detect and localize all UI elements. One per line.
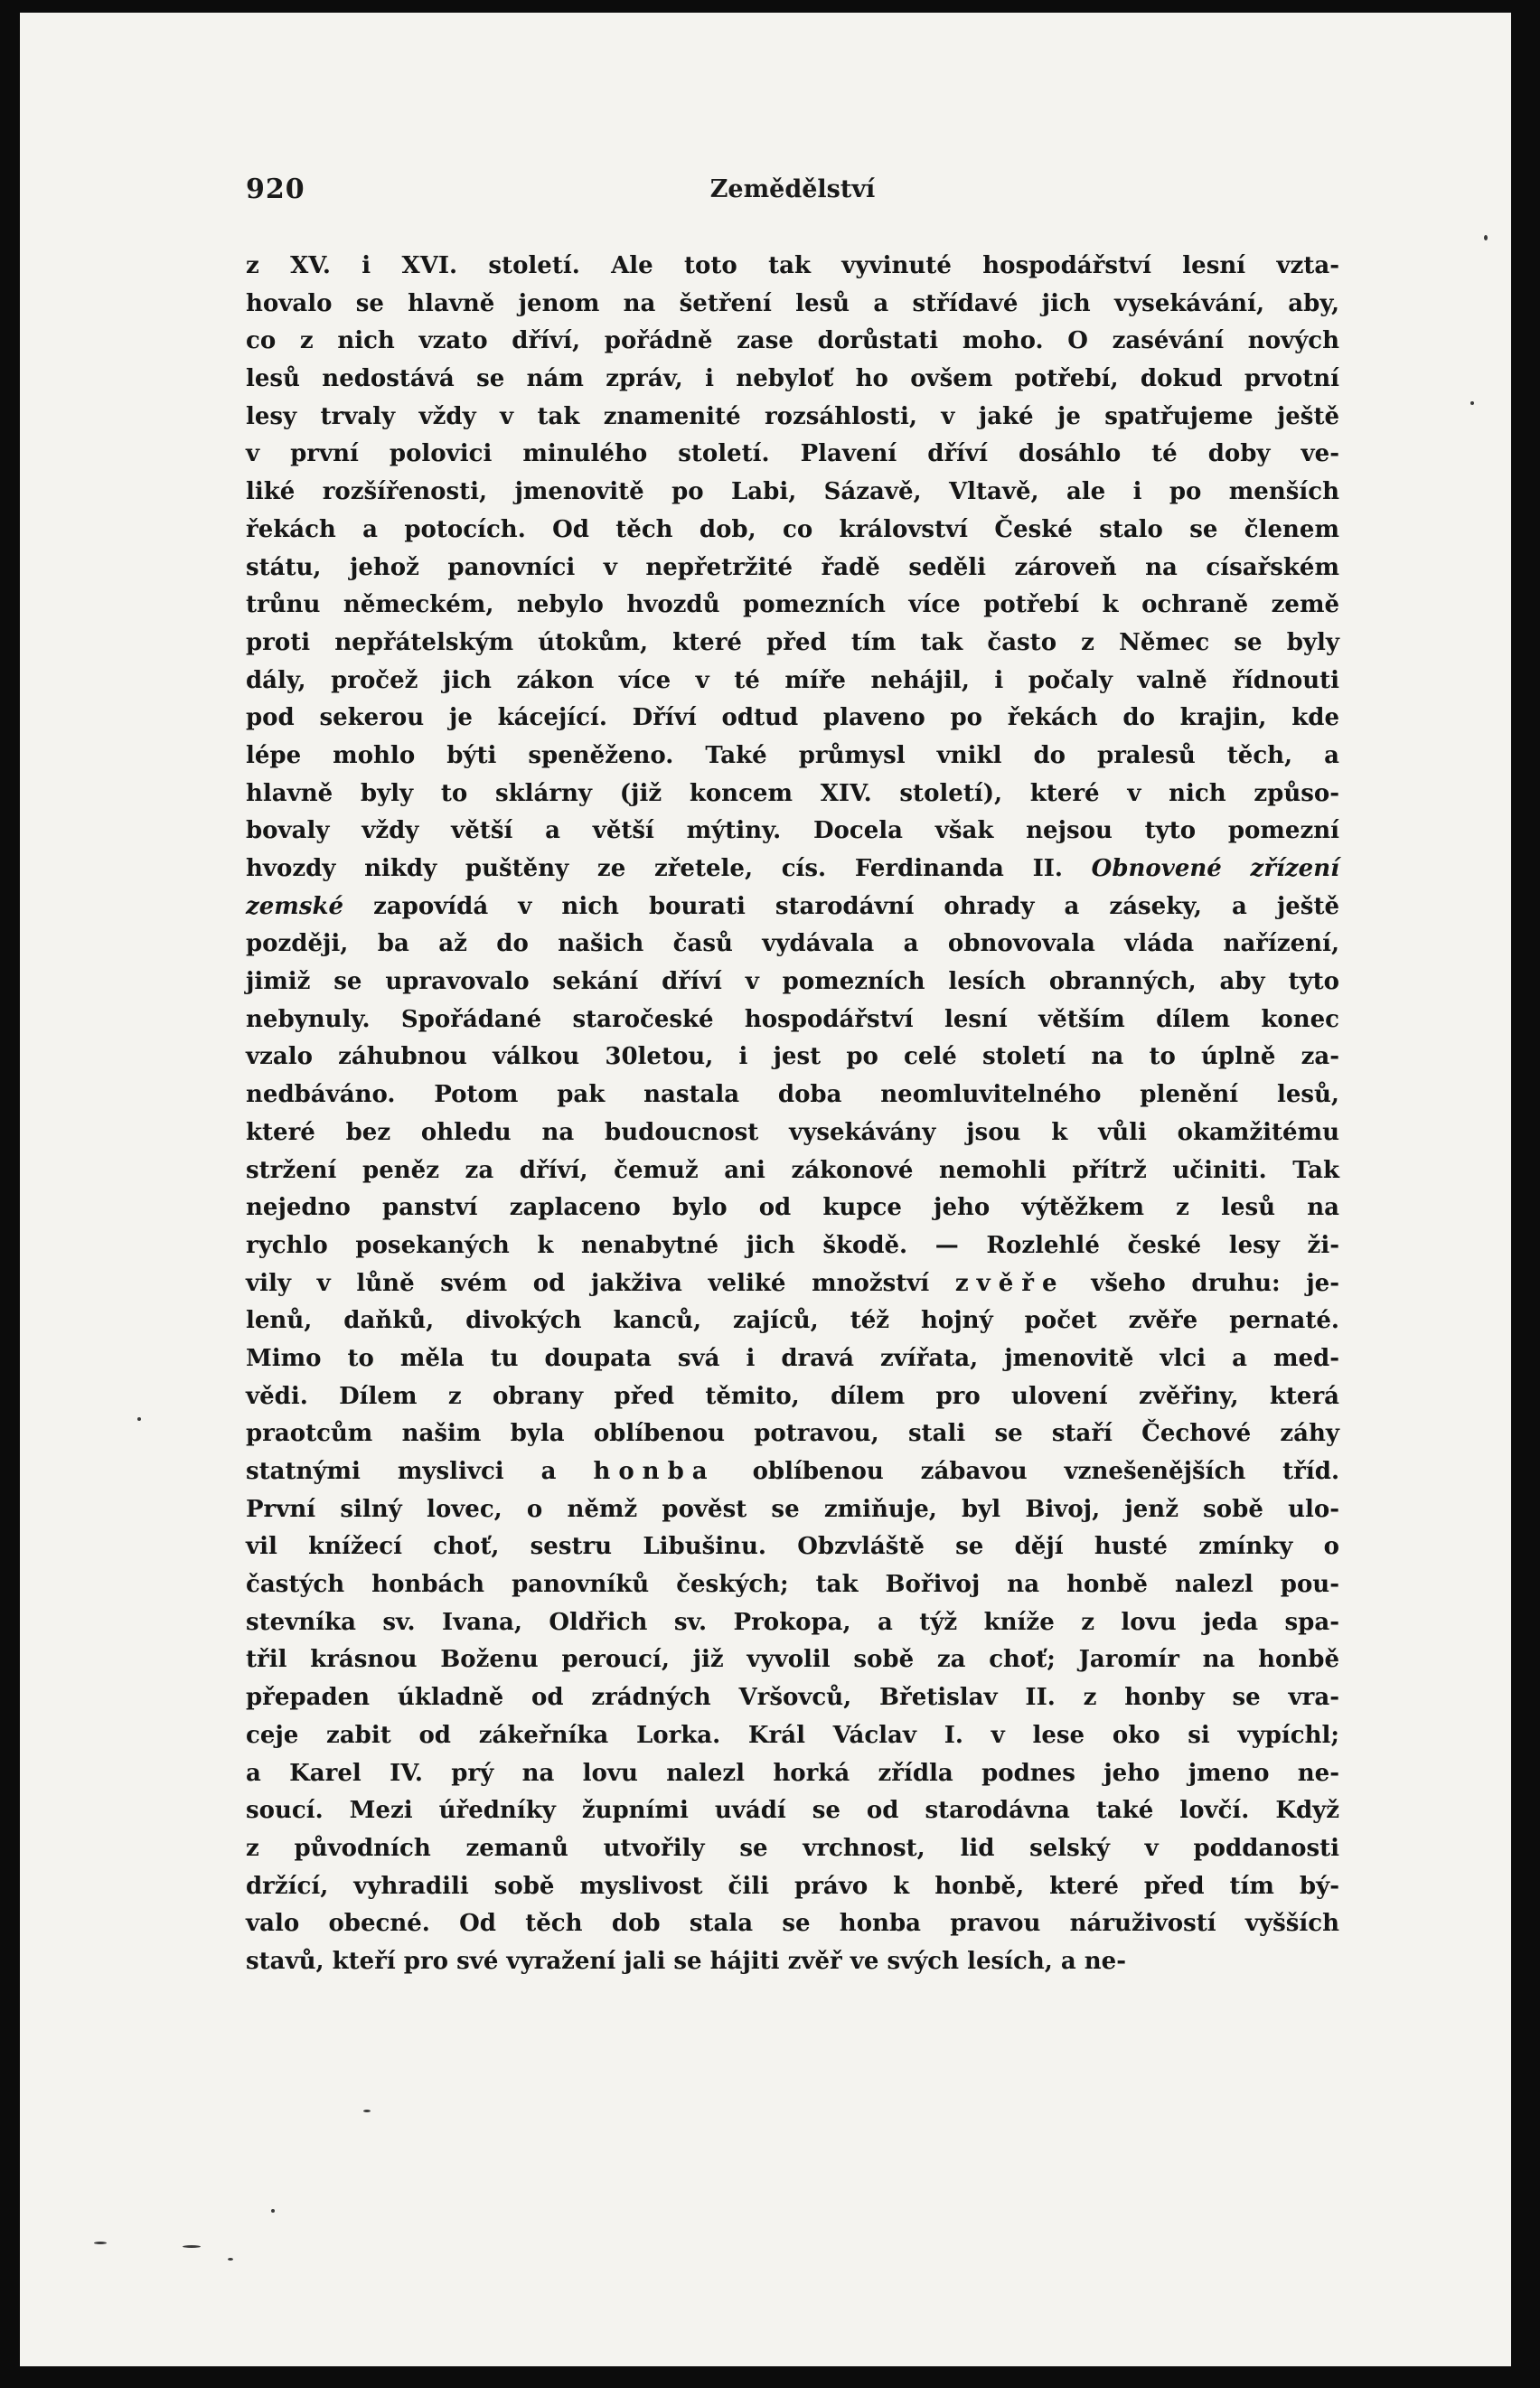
text-line: ceje zabit od zákeřníka Lorka. Král Václav I. v lese oko si vypíchl; — [246, 1721, 1339, 1749]
text-line: hovalo se hlavně jenom na šetření lesů a střídavé jich vysekávání, aby, — [246, 289, 1339, 317]
body-text — [246, 248, 1339, 1981]
text-line: liké rozšířenosti, jmenovitě po Labi, Sázavě, Vltavě, ale i po menších — [246, 478, 1339, 506]
text-line: z původních zemanů utvořily se vrchnost, lid selský v poddanosti — [246, 1834, 1339, 1862]
scan-speck — [1484, 235, 1488, 240]
text-line: rychlo posekaných k nenabytné jich škodě. — Rozlehlé české lesy ži- — [246, 1231, 1339, 1259]
text-line: a Karel IV. prý na lovu nalezl horká zřídla podnes jeho jmeno ne- — [246, 1759, 1339, 1787]
scan-speck — [183, 2245, 201, 2248]
scan-speck — [1470, 401, 1474, 405]
text-line: vzalo záhubnou válkou 30letou, i jest po celé století na to úplně za- — [246, 1043, 1339, 1071]
text-line: v první polovici minulého století. Plavení dříví dosáhlo té doby ve- — [246, 440, 1339, 468]
text-fragment: statnými myslivci a — [246, 1458, 594, 1485]
text-fragment: vily v lůně svém od jakživa veliké množství — [246, 1269, 955, 1297]
text-line: bovaly vždy větší a větší mýtiny. Docela však nejsou tyto pomezní — [246, 817, 1339, 845]
text-line: držící, vyhradili sobě myslivost čili právo k honbě, které před tím bý- — [246, 1872, 1339, 1900]
running-title: Zemědělství — [709, 175, 876, 203]
text-line: třil krásnou Boženu peroucí, již vyvolil sobě za choť; Jaromír na honbě — [246, 1646, 1339, 1674]
text-line: stržení peněz za dříví, čemuž ani zákonové nemohli přítrž učiniti. Tak — [246, 1156, 1339, 1184]
page-header — [246, 174, 1339, 210]
text-line: Mimo to měla tu doupata svá i dravá zvířata, jmenovitě vlci a med- — [246, 1344, 1339, 1372]
text-line: lesy trvaly vždy v tak znamenité rozsáhlosti, v jaké je spatřujeme ještě — [246, 402, 1339, 430]
text-line: jimiž se upravovalo sekání dříví v pomezních lesích obranných, aby tyto — [246, 968, 1339, 996]
text-line: nedbáváno. Potom pak nastala doba neomluvitelného plenění lesů, — [246, 1081, 1339, 1109]
text-line: přepaden úkladně od zrádných Vršovců, Břetislav II. z honby se vra- — [246, 1684, 1339, 1712]
text-line — [246, 851, 1339, 888]
text-line: nebynuly. Spořádané staročeské hospodářství lesní větším dílem konec — [246, 1005, 1339, 1033]
text-line: lesů nedostává se nám zpráv, i nebyloť ho ovšem potřebí, dokud prvotní — [246, 365, 1339, 393]
text-line: stavů, kteří pro své vyražení jali se hájiti zvěř ve svých lesích, a ne- — [246, 1947, 1126, 1975]
text-line: valo obecné. Od těch dob stala se honba pravou náruživostí vyšších — [246, 1910, 1339, 1938]
text-line: později, ba až do našich časů vydávala a obnovovala vláda nařízení, — [246, 930, 1339, 958]
text-line: dály, pročež jich zákon více v té míře nehájil, i počaly valně řídnouti — [246, 666, 1339, 694]
text-line: pod sekerou je kácející. Dříví odtud plaveno po řekách do krajin, kde — [246, 704, 1339, 732]
text-line: vil knížecí choť, sestru Libušinu. Obzvláště se dějí husté zmínky o — [246, 1533, 1339, 1561]
text-line: trůnu německém, nebylo hvozdů pomezních více potřebí k ochraně země — [246, 591, 1339, 619]
text-line: praotcům našim byla oblíbenou potravou, stali se staří Čechové záhy — [246, 1420, 1339, 1448]
text-line: z XV. i XVI. století. Ale toto tak vyvinuté hospodářství lesní vzta- — [246, 252, 1339, 279]
text-fragment: oblíbenou zábavou vznešenějších tříd. — [715, 1458, 1339, 1485]
text-line: častých honbách panovníků českých; tak Bořivoj na honbě nalezl pou- — [246, 1571, 1339, 1599]
text-line: lenů, daňků, divokých kanců, zajíců, též hojný počet zvěře pernaté. — [246, 1307, 1339, 1335]
scan-speck — [137, 1417, 141, 1421]
text-line — [246, 1453, 1339, 1491]
text-line: soucí. Mezi úředníky župními uvádí se od starodávna také lovčí. Když — [246, 1797, 1339, 1825]
scan-speck — [363, 2110, 371, 2112]
page-number: 920 — [246, 174, 305, 205]
scan-speck — [94, 2242, 107, 2244]
text-fragment: všeho druhu: je- — [1065, 1269, 1339, 1297]
text-line: lépe mohlo býti speněženo. Také průmysl vnikl do pralesů těch, a — [246, 741, 1339, 769]
book-page — [20, 13, 1511, 2366]
text-line: hlavně byly to sklárny (již koncem XIV. století), které v nich způso- — [246, 779, 1339, 807]
spaced-word: zvěře — [954, 1269, 1066, 1297]
text-line: co z nich vzato dříví, pořádně zase dorůstati moho. O zasévání nových — [246, 327, 1339, 355]
text-line: nejedno panství zaplaceno bylo od kupce jeho výtěžkem z lesů na — [246, 1194, 1339, 1222]
text-line: proti nepřátelským útokům, které před tím tak často z Němec se byly — [246, 628, 1339, 656]
scan-speck — [271, 2209, 275, 2213]
text-line: státu, jehož panovníci v nepřetržité řadě seděli zároveň na císařském — [246, 553, 1339, 581]
text-line: řekách a potocích. Od těch dob, co království České stalo se členem — [246, 515, 1339, 543]
text-line: stevníka sv. Ivana, Oldřich sv. Prokopa, a týž kníže z lovu jeda spa- — [246, 1608, 1339, 1636]
text-line — [246, 888, 1339, 926]
scan-speck — [228, 2258, 233, 2261]
italic-title-fragment: zemské — [246, 892, 344, 920]
text-line: vědi. Dílem z obrany před těmito, dílem pro ulovení zvěřiny, která — [246, 1382, 1339, 1410]
spaced-word: honba — [593, 1458, 716, 1485]
text-fragment: hvozdy nikdy puštěny ze zřetele, cís. Ferdinanda II. — [246, 855, 1092, 882]
italic-title-fragment: Obnovené zřízení — [1091, 855, 1339, 882]
text-line: které bez ohledu na budoucnost vysekávány jsou k vůli okamžitému — [246, 1118, 1339, 1146]
text-fragment: zapovídá v nich bourati starodávní ohrady a záseky, a ještě — [343, 892, 1339, 920]
text-line: První silný lovec, o němž pověst se zmiňuje, byl Bivoj, jenž sobě ulo- — [246, 1495, 1339, 1523]
text-line — [246, 1265, 1339, 1303]
